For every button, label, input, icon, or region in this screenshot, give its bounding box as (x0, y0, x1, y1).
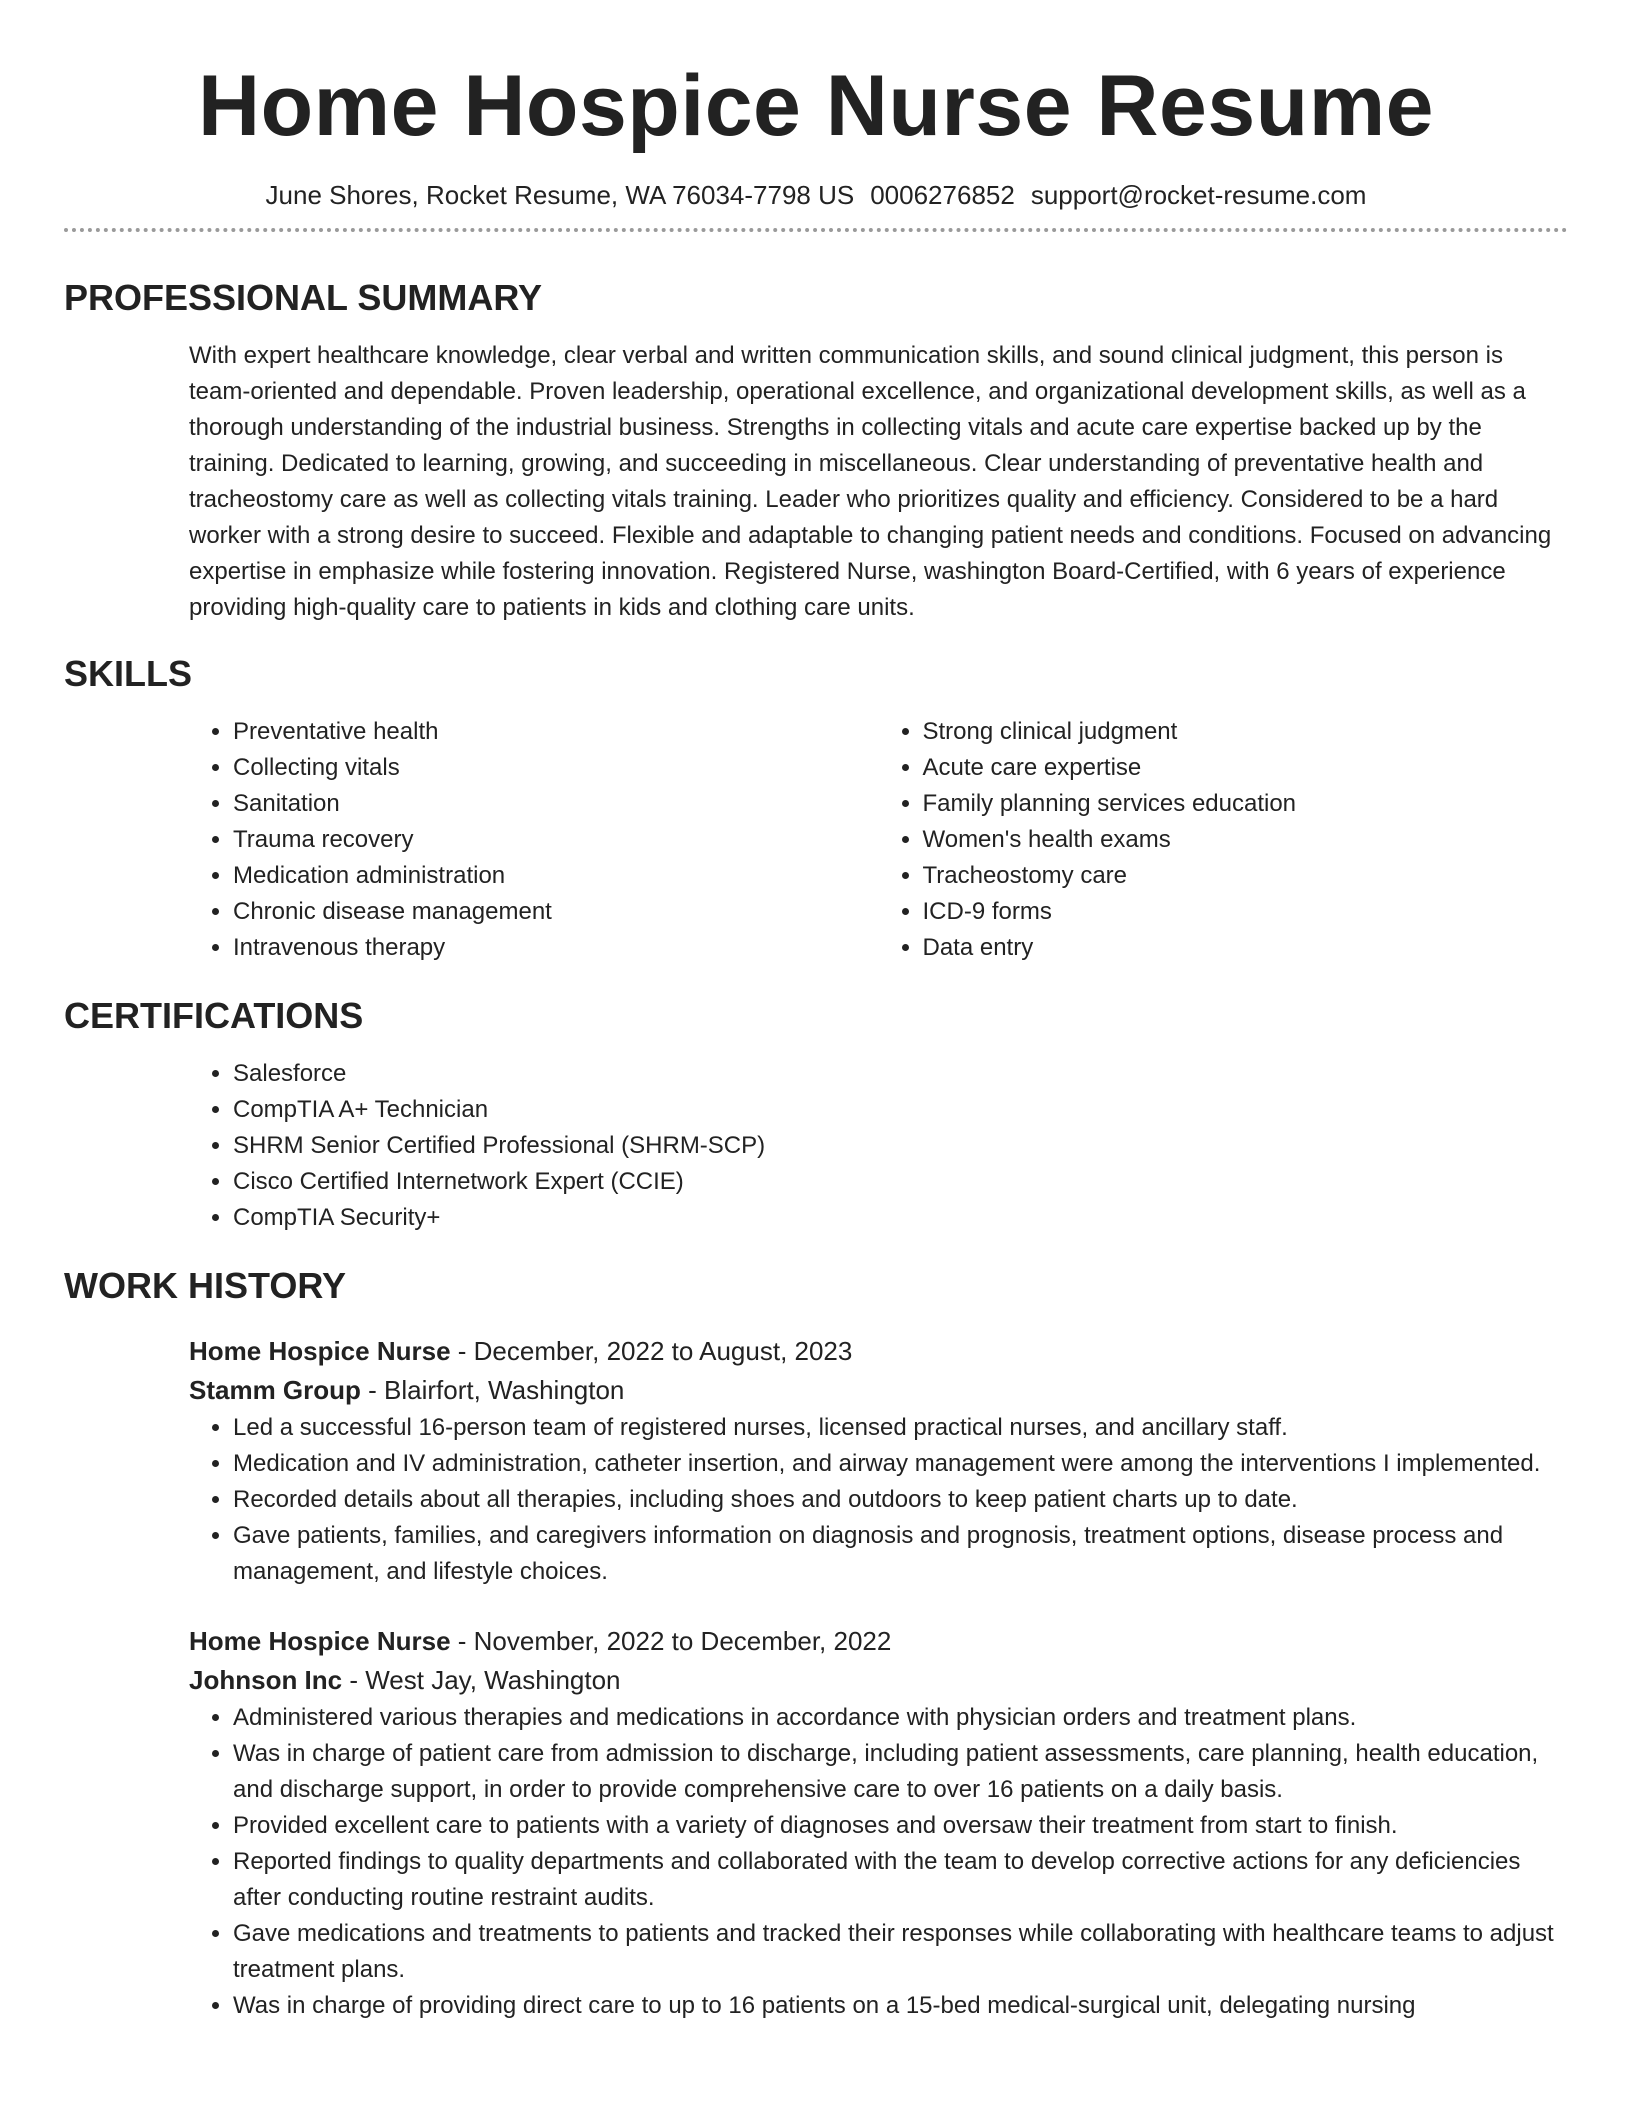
skill-item: • Trauma recovery (233, 822, 879, 858)
skill-item: • Acute care expertise (923, 750, 1569, 786)
job-duty: • Led a successful 16-person team of registered nurses, licensed practical nurses, and ancillary staff. (233, 1410, 1568, 1446)
job-company: Johnson Inc (189, 1665, 343, 1695)
job-company-line (189, 1661, 1568, 1700)
job-title: Home Hospice Nurse (189, 1626, 451, 1656)
certification-item: • CompTIA A+ Technician (233, 1092, 1568, 1128)
certifications-section (189, 1056, 1568, 1236)
certification-item: • Salesforce (233, 1056, 1568, 1092)
job-location: - West Jay, Washington (342, 1665, 621, 1695)
job-duty: • Was in charge of patient care from admission to discharge, including patient assessments, care planning, health education, and discharge support, in order to provide comprehensive care to over 16 patients on a daily basis. (233, 1736, 1568, 1808)
job-company: Stamm Group (189, 1375, 361, 1405)
job-dates: - November, 2022 to December, 2022 (450, 1626, 892, 1656)
skill-item: • ICD-9 forms (923, 894, 1569, 930)
job-duty: • Administered various therapies and medications in accordance with physician orders and treatment plans. (233, 1700, 1568, 1736)
certifications-list (189, 1056, 1568, 1236)
certifications-heading: CERTIFICATIONS (64, 995, 364, 1036)
skills-list-left (189, 714, 879, 966)
job-duty: • Gave patients, families, and caregivers information on diagnosis and prognosis, treatment options, disease process and management, and lifestyle choices. (233, 1518, 1568, 1590)
contact-phone: 0006276852 (870, 180, 1015, 210)
skill-item: • Strong clinical judgment (923, 714, 1569, 750)
job-duties (189, 1410, 1568, 1590)
skills-columns (189, 714, 1568, 966)
job-title-line (189, 1622, 1568, 1661)
skill-item: • Data entry (923, 930, 1569, 966)
skill-item: • Women's health exams (923, 822, 1569, 858)
certification-item: • CompTIA Security+ (233, 1200, 1568, 1236)
resume-page (64, 0, 1568, 2024)
contact-email: support@rocket-resume.com (1030, 180, 1367, 210)
contact-address: June Shores, Rocket Resume, WA 76034-7798 US (265, 180, 855, 210)
certification-item: • SHRM Senior Certified Professional (SHRM-SCP) (233, 1128, 1568, 1164)
job-duty: • Was in charge of providing direct care to up to 16 patients on a 15-bed medical-surgical unit, delegating nursing (233, 1988, 1568, 2024)
summary-text: With expert healthcare knowledge, clear verbal and written communication skills, and sound clinical judgment, this person is team-oriented and dependable. Proven leadership, operational excellence, and organizational development skills, as well as a thorough understanding of the industrial business. Strengths in collecting vitals and acute care expertise backed up by the training. Dedicated to learning, growing, and succeeding in miscellaneous. Clear understanding of preventative health and tracheostomy care as well as collecting vitals training. Leader who prioritizes quality and efficiency. Considered to be a hard worker with a strong desire to succeed. Flexible and adaptable to changing patient needs and conditions. Focused on advancing expertise in emphasize while fostering innovation. Registered Nurse, washington Board-Certified, with 6 years of experience providing high-quality care to patients in kids and clothing care units. (189, 342, 1552, 621)
work-history-heading: WORK HISTORY (64, 1265, 347, 1306)
job-entry (189, 1332, 1568, 1590)
header-divider (64, 228, 1568, 232)
skill-item: • Family planning services education (923, 786, 1569, 822)
job-title: Home Hospice Nurse (189, 1336, 451, 1366)
job-duty: • Reported findings to quality departments and collaborated with the team to develop corrective actions for any deficiencies after conducting routine restraint audits. (233, 1844, 1568, 1916)
job-duties (189, 1700, 1568, 2024)
skill-item: • Intravenous therapy (233, 930, 879, 966)
job-dates: - December, 2022 to August, 2023 (450, 1336, 853, 1366)
skills-heading: SKILLS (64, 653, 193, 694)
skill-item: • Preventative health (233, 714, 879, 750)
job-duty: • Recorded details about all therapies, including shoes and outdoors to keep patient charts up to date. (233, 1482, 1568, 1518)
skill-item: • Medication administration (233, 858, 879, 894)
skill-item: • Sanitation (233, 786, 879, 822)
job-duty: • Provided excellent care to patients with a variety of diagnoses and oversaw their treatment from start to finish. (233, 1808, 1568, 1844)
job-title-line (189, 1332, 1568, 1371)
job-duty: • Gave medications and treatments to patients and tracked their responses while collaborating with healthcare teams to adjust treatment plans. (233, 1916, 1568, 1988)
resume-title: Home Hospice Nurse Resume (197, 58, 1435, 154)
skill-item: • Chronic disease management (233, 894, 879, 930)
summary-heading: PROFESSIONAL SUMMARY (64, 277, 543, 318)
job-entry (189, 1622, 1568, 2024)
skill-item: • Collecting vitals (233, 750, 879, 786)
skill-item: • Tracheostomy care (923, 858, 1569, 894)
job-location: - Blairfort, Washington (360, 1375, 625, 1405)
contact-line (64, 178, 1568, 212)
certification-item: • Cisco Certified Internetwork Expert (CCIE) (233, 1164, 1568, 1200)
job-duty: • Medication and IV administration, catheter insertion, and airway management were among the interventions I implemented. (233, 1446, 1568, 1482)
skills-list-right (879, 714, 1569, 966)
job-company-line (189, 1371, 1568, 1410)
